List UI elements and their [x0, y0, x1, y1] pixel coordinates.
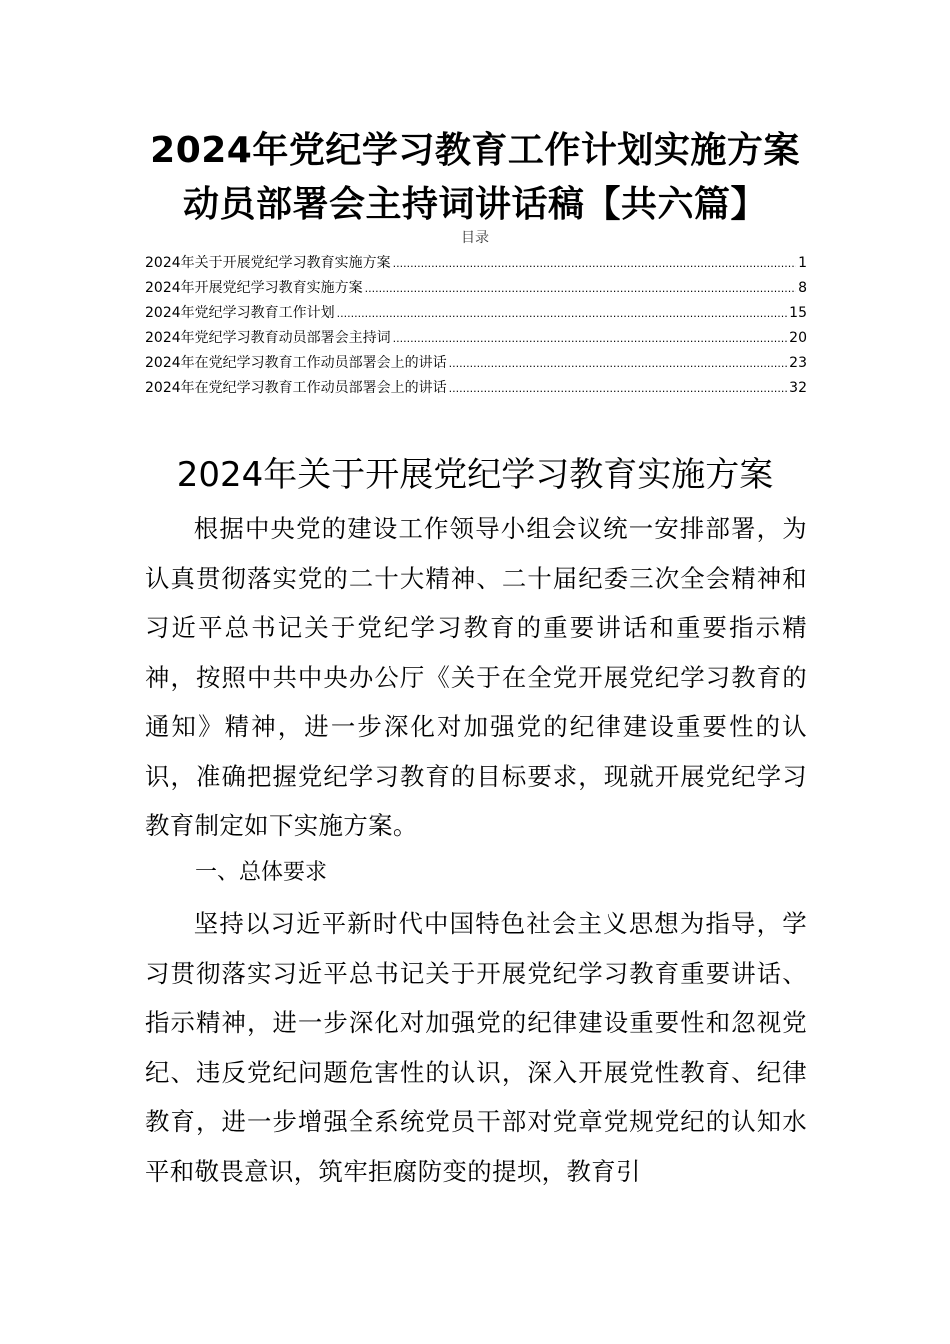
toc-leader-dots — [393, 251, 796, 276]
body-paragraph: 根据中央党的建设工作领导小组会议统一安排部署，为认真贯彻落实党的二十大精神、二十届纪委三次全会精神和习近平总书记关于党纪学习教育的重要讲话和重要指示精神，按照中共中央办公厅《关于在全党开展党纪学习教育的通知》精神，进一步深化对加强党的纪律建设重要性的认识，准确把握党纪学习教育的目标要求，现就开展党纪学习教育制定如下实施方案。 — [145, 514, 807, 840]
toc-entry[interactable] — [145, 251, 807, 276]
section-title: 2024年关于开展党纪学习教育实施方案 — [176, 455, 774, 495]
document-title-line-1: 2024年党纪学习教育工作计划实施方案 — [150, 130, 800, 171]
toc-entry[interactable] — [145, 276, 807, 301]
section-heading: 一、总体要求 — [195, 860, 328, 885]
toc-entry-title: 2024年开展党纪学习教育实施方案 — [145, 280, 363, 296]
toc-leader-dots — [393, 326, 788, 351]
toc-entry-title: 2024年党纪学习教育动员部署会主持词 — [145, 330, 391, 346]
toc-leader-dots — [449, 351, 788, 376]
toc-entry-page: 23 — [789, 355, 807, 371]
toc-entry-page: 32 — [789, 380, 807, 396]
toc-heading: 目录 — [461, 230, 489, 246]
toc-leader-dots — [337, 301, 788, 326]
toc-entry-page: 15 — [789, 305, 807, 321]
table-of-contents — [145, 251, 807, 401]
toc-entry[interactable] — [145, 351, 807, 376]
toc-entry[interactable] — [145, 326, 807, 351]
document-title-line-2: 动员部署会主持词讲话稿【共六篇】 — [182, 184, 767, 225]
toc-leader-dots — [449, 376, 788, 401]
body-paragraph: 坚持以习近平新时代中国特色社会主义思想为指导，学习贯彻落实习近平总书记关于开展党纪学习教育重要讲话、指示精神，进一步深化对加强党的纪律建设重要性和忽视党纪、违反党纪问题危害性的认识，深入开展党性教育、纪律教育，进一步增强全系统党员干部对党章党规党纪的认知水平和敬畏意识，筑牢拒腐防变的提坝，教育引 — [145, 909, 807, 1186]
toc-entry-title: 2024年党纪学习教育工作计划 — [145, 305, 335, 321]
toc-entry[interactable] — [145, 376, 807, 401]
toc-entry-title: 2024年关于开展党纪学习教育实施方案 — [145, 255, 391, 271]
toc-entry-page: 8 — [798, 280, 807, 296]
toc-entry-page: 1 — [798, 255, 807, 271]
toc-entry-title: 2024年在党纪学习教育工作动员部署会上的讲话 — [145, 355, 447, 371]
toc-entry-title: 2024年在党纪学习教育工作动员部署会上的讲话 — [145, 380, 447, 396]
toc-leader-dots — [365, 276, 796, 301]
toc-entry-page: 20 — [789, 330, 807, 346]
toc-entry[interactable] — [145, 301, 807, 326]
